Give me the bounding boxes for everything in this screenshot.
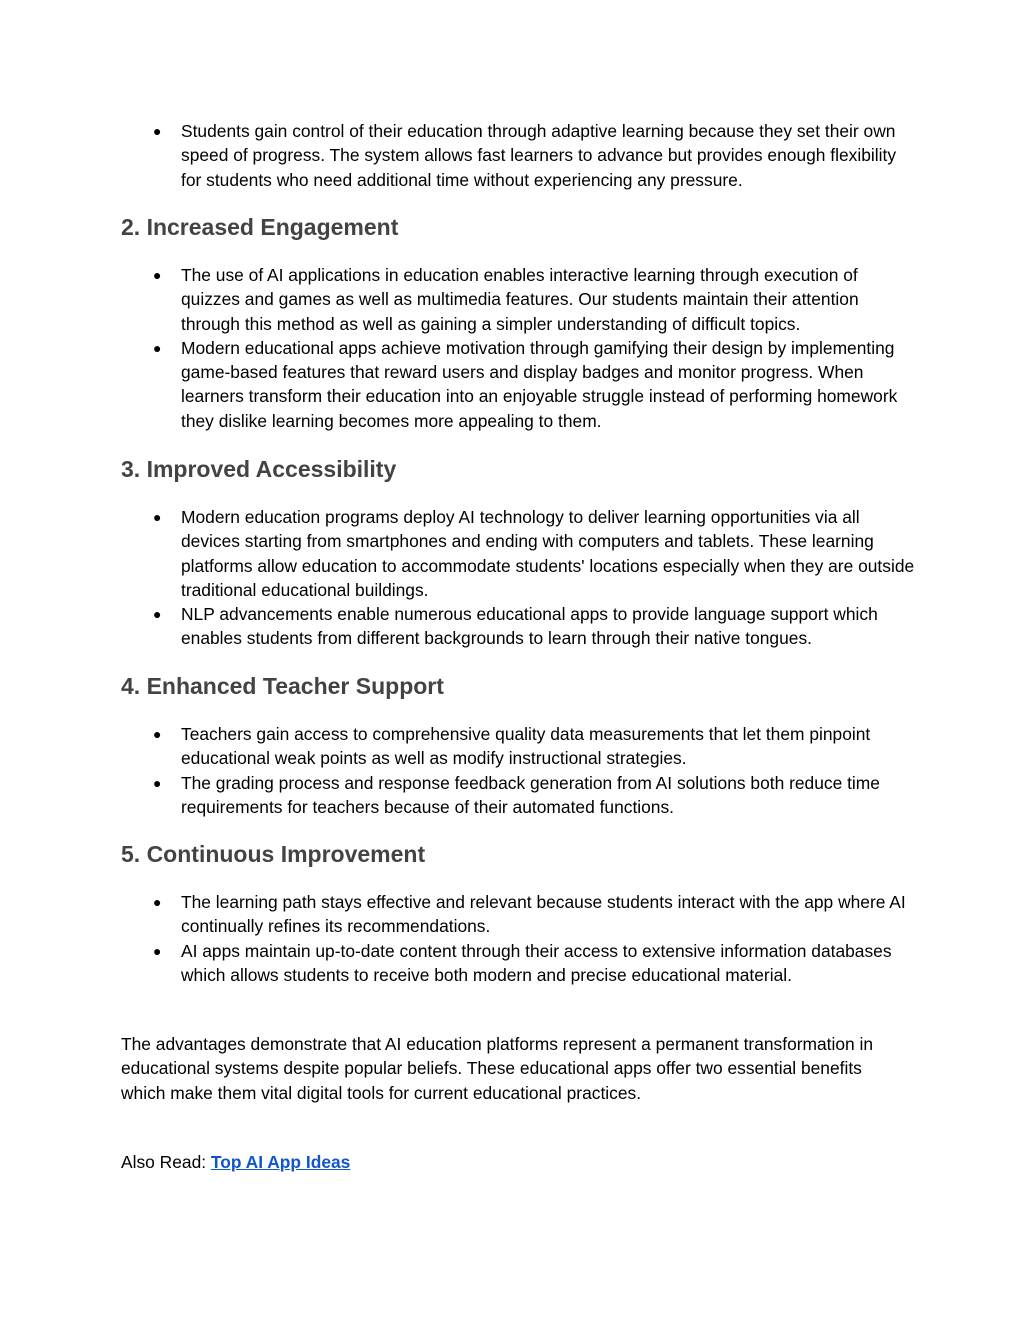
section-heading: 2. Increased Engagement bbox=[121, 214, 399, 240]
bullet-icon: ● bbox=[153, 267, 162, 283]
list-item: ● Teachers gain access to comprehensive quality data measurements that let them pinpoint educational weak points as well as modify instructional strategies. bbox=[153, 724, 871, 769]
list-item: ● Modern education programs deploy AI technology to deliver learning opportunities via all devices starting from smartphones and ending with computers and tablets. These learning platforms allow education to accommodate students' locations especially when they are outside traditional educational buildings. bbox=[153, 507, 915, 600]
section-bullet-list bbox=[121, 505, 921, 651]
section-heading: 3. Improved Accessibility bbox=[121, 456, 397, 482]
bullet-icon: ● bbox=[153, 942, 162, 959]
conclusion-paragraph: The advantages demonstrate that AI education platforms represent a permanent transformation in educational systems despite popular beliefs. These educational apps offer two essential benefits which make them vital digital tools for current educational practices. bbox=[121, 1034, 874, 1103]
intro-bullet-list bbox=[121, 119, 921, 192]
also-read-label: Also Read: bbox=[121, 1152, 211, 1172]
bullet-icon: ● bbox=[153, 123, 162, 139]
bullet-icon: ● bbox=[153, 509, 162, 525]
section-bullet-list bbox=[121, 722, 921, 819]
section-bullet-list bbox=[121, 890, 921, 987]
bullet-icon: ● bbox=[153, 606, 162, 623]
bullet-icon: ● bbox=[153, 774, 162, 791]
list-item: ● NLP advancements enable numerous educational apps to provide language support which enables students from different backgrounds to learn through their native tongues. bbox=[153, 604, 878, 649]
list-item: ● Students gain control of their education through adaptive learning because they set their own speed of progress. The system allows fast learners to advance but provides enough flexibility for students who need additional time without experiencing any pressure. bbox=[153, 121, 897, 190]
list-item: ● The grading process and response feedback generation from AI solutions both reduce time requirements for teachers because of their automated functions. bbox=[153, 772, 880, 817]
bullet-icon: ● bbox=[153, 339, 162, 356]
bullet-icon: ● bbox=[153, 726, 162, 742]
list-item: ● The use of AI applications in education enables interactive learning through execution of quizzes and games as well as multimedia features. Our students maintain their attention through this method as well as gaining a simpler understanding of difficult topics. bbox=[153, 265, 859, 334]
list-item: ● AI apps maintain up-to-date content through their access to extensive information databases which allows students to receive both modern and precise educational material. bbox=[153, 940, 892, 985]
list-item: ● Modern educational apps achieve motivation through gamifying their design by implementing game-based features that reward users and display badges and monitor progress. When learners transform their education into an enjoyable struggle instead of performing homework they dislike learning becomes more appealing to them. bbox=[153, 337, 898, 431]
also-read-link[interactable]: Top AI App Ideas bbox=[210, 1152, 351, 1172]
also-read-line bbox=[121, 1150, 911, 1174]
section-bullet-list bbox=[121, 263, 921, 433]
section-heading: 5. Continuous Improvement bbox=[121, 841, 426, 867]
section-heading: 4. Enhanced Teacher Support bbox=[121, 673, 444, 699]
list-item: ● The learning path stays effective and relevant because students interact with the app where AI continually refines its recommendations. bbox=[153, 892, 906, 937]
bullet-icon: ● bbox=[153, 894, 162, 910]
